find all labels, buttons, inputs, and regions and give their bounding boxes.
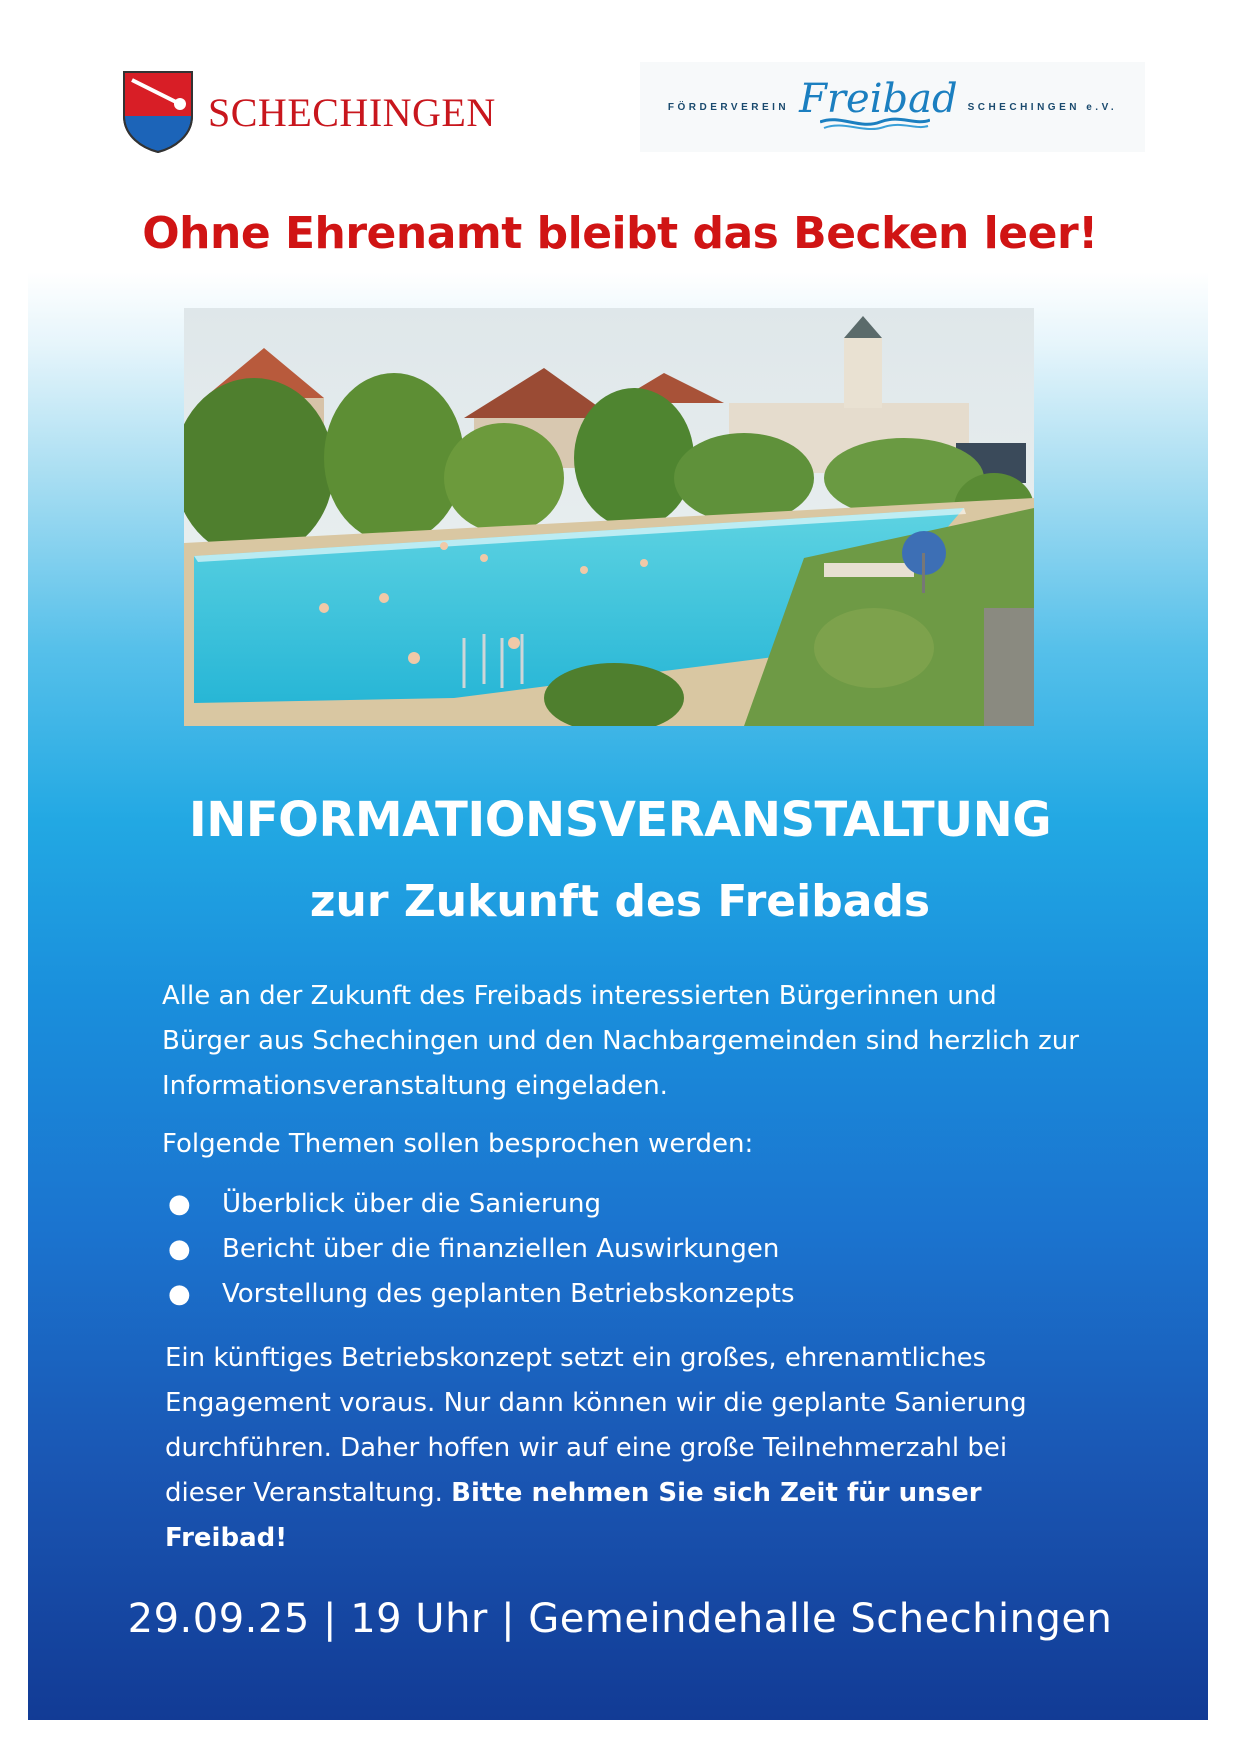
topic-text: Überblick über die Sanierung	[222, 1189, 601, 1219]
bullet-icon: ●	[168, 1234, 191, 1264]
pool-photo	[184, 308, 1034, 726]
association-suffix: SCHECHINGEN e.V.	[967, 101, 1118, 113]
topics-list	[162, 1182, 1092, 1317]
list-item	[162, 1182, 1092, 1227]
association-prefix: FÖRDERVEREIN	[667, 101, 790, 113]
event-details: 29.09.25 | 19 Uhr | Gemeindehalle Schechingen	[127, 1596, 1113, 1642]
closing-paragraph	[165, 1336, 1095, 1561]
association-script: Freibad	[799, 76, 958, 122]
event-subtitle: zur Zukunft des Freibads	[309, 876, 931, 927]
list-item	[162, 1227, 1092, 1272]
town-name: SCHECHINGEN	[208, 89, 496, 135]
topics-lead: Folgende Themen sollen besprochen werden:	[162, 1129, 754, 1159]
headline: Ohne Ehrenamt bleibt das Becken leer!	[142, 208, 1098, 259]
topic-text: Bericht über die finanziellen Auswirkungen	[222, 1234, 780, 1264]
intro-paragraph: Alle an der Zukunft des Freibads interessierten Bürgerinnen und Bürger aus Schechingen und den Nachbargemeinden sind herzlich zur Informationsveranstaltung eingeladen.	[162, 981, 1079, 1101]
list-item	[162, 1272, 1092, 1317]
town-logo	[122, 70, 496, 154]
closing-bold-text: Bitte nehmen Sie sich Zeit für unser Freibad!	[165, 1478, 982, 1553]
wave-icon	[820, 114, 930, 132]
association-logo	[640, 62, 1145, 152]
bullet-icon: ●	[168, 1279, 191, 1309]
closing-text: Ein künftiges Betriebskonzept setzt ein großes, ehrenamtliches Engagement voraus. Nur dann können wir die geplante Sanierung durchführen. Daher hoffen wir auf eine große Teilnehmerzahl bei dieser Veranstaltung.	[165, 1343, 1027, 1508]
bullet-icon: ●	[168, 1189, 191, 1219]
event-title: INFORMATIONSVERANSTALTUNG	[188, 792, 1052, 848]
topic-text: Vorstellung des geplanten Betriebskonzepts	[222, 1279, 795, 1309]
crest-icon	[122, 70, 194, 154]
